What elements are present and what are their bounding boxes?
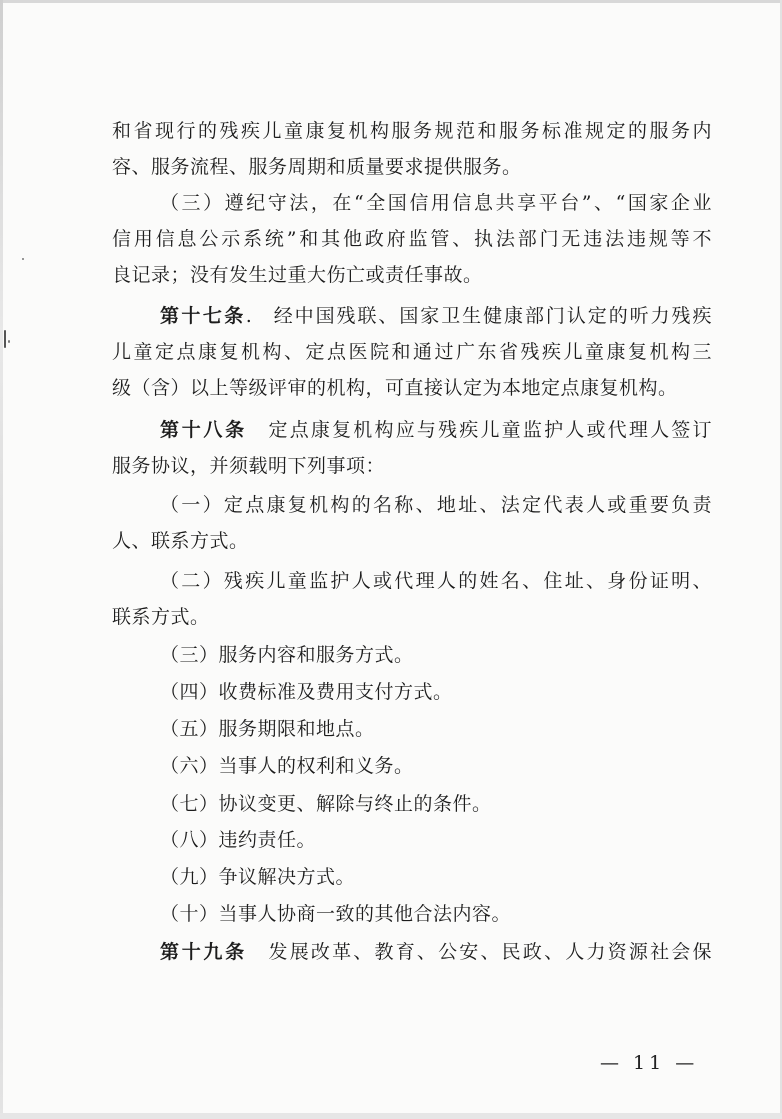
- page-edge-left: [0, 0, 3, 1119]
- list-item: （一）定点康复机构的名称、地址、法定代表人或重要负责: [160, 494, 712, 516]
- list-item: （七）协议变更、解除与终止的条件。: [160, 793, 492, 815]
- page-edge-top: [0, 0, 782, 3]
- article-17-heading: 第十七条: [160, 305, 246, 327]
- article-18-line: [160, 412, 712, 448]
- body-line: 联系方式。: [112, 606, 210, 628]
- list-item: （二）残疾儿童监护人或代理人的姓名、住址、身份证明、: [160, 570, 712, 592]
- scan-speck: [8, 340, 10, 343]
- article-17-mark: .: [245, 305, 253, 327]
- list-item: （八）违约责任。: [160, 829, 317, 851]
- list-item: （六）当事人的权利和义务。: [160, 755, 414, 777]
- body-line: 信用信息公示系统”和其他政府监管、执法部门无违法违规等不: [112, 228, 712, 250]
- body-line: 人、联系方式。: [112, 530, 249, 552]
- page-number: — 11 —: [600, 1052, 699, 1074]
- page-edge-bottom: [0, 1113, 782, 1119]
- body-line: 和省现行的残疾儿童康复机构服务规范和服务标准规定的服务内: [112, 120, 712, 142]
- list-item: （五）服务期限和地点。: [160, 718, 375, 740]
- article-17-text: 经中国残联、国家卫生健康部门认定的听力残疾: [272, 305, 712, 327]
- article-19-line: [160, 934, 712, 970]
- body-line: 服务协议，并须载明下列事项：: [112, 455, 386, 477]
- article-19-heading: 第十九条: [160, 941, 247, 963]
- article-17-line: [160, 298, 712, 334]
- list-item: （九）争议解决方式。: [160, 866, 356, 888]
- body-line: 儿童定点康复机构、定点医院和通过广东省残疾儿童康复机构三: [112, 341, 712, 363]
- list-item: （三）服务内容和服务方式。: [160, 644, 414, 666]
- article-18-text: 定点康复机构应与残疾儿童监护人或代理人签订: [266, 419, 712, 441]
- body-line: 级（含）以上等级评审的机构，可直接认定为本地定点康复机构。: [112, 377, 678, 399]
- list-item: （四）收费标准及费用支付方式。: [160, 681, 453, 703]
- scan-speck: [22, 258, 24, 260]
- article-19-text: 发展改革、教育、公安、民政、人力资源社会保: [266, 941, 712, 963]
- scan-speck: [4, 330, 6, 348]
- body-line: 良记录；没有发生过重大伤亡或责任事故。: [112, 264, 483, 286]
- article-18-heading: 第十八条: [160, 419, 247, 441]
- body-line: 容、服务流程、服务周期和质量要求提供服务。: [112, 156, 522, 178]
- body-line: （三）遵纪守法，在“全国信用信息共享平台”、“国家企业: [160, 192, 712, 214]
- list-item: （十）当事人协商一致的其他合法内容。: [160, 903, 512, 925]
